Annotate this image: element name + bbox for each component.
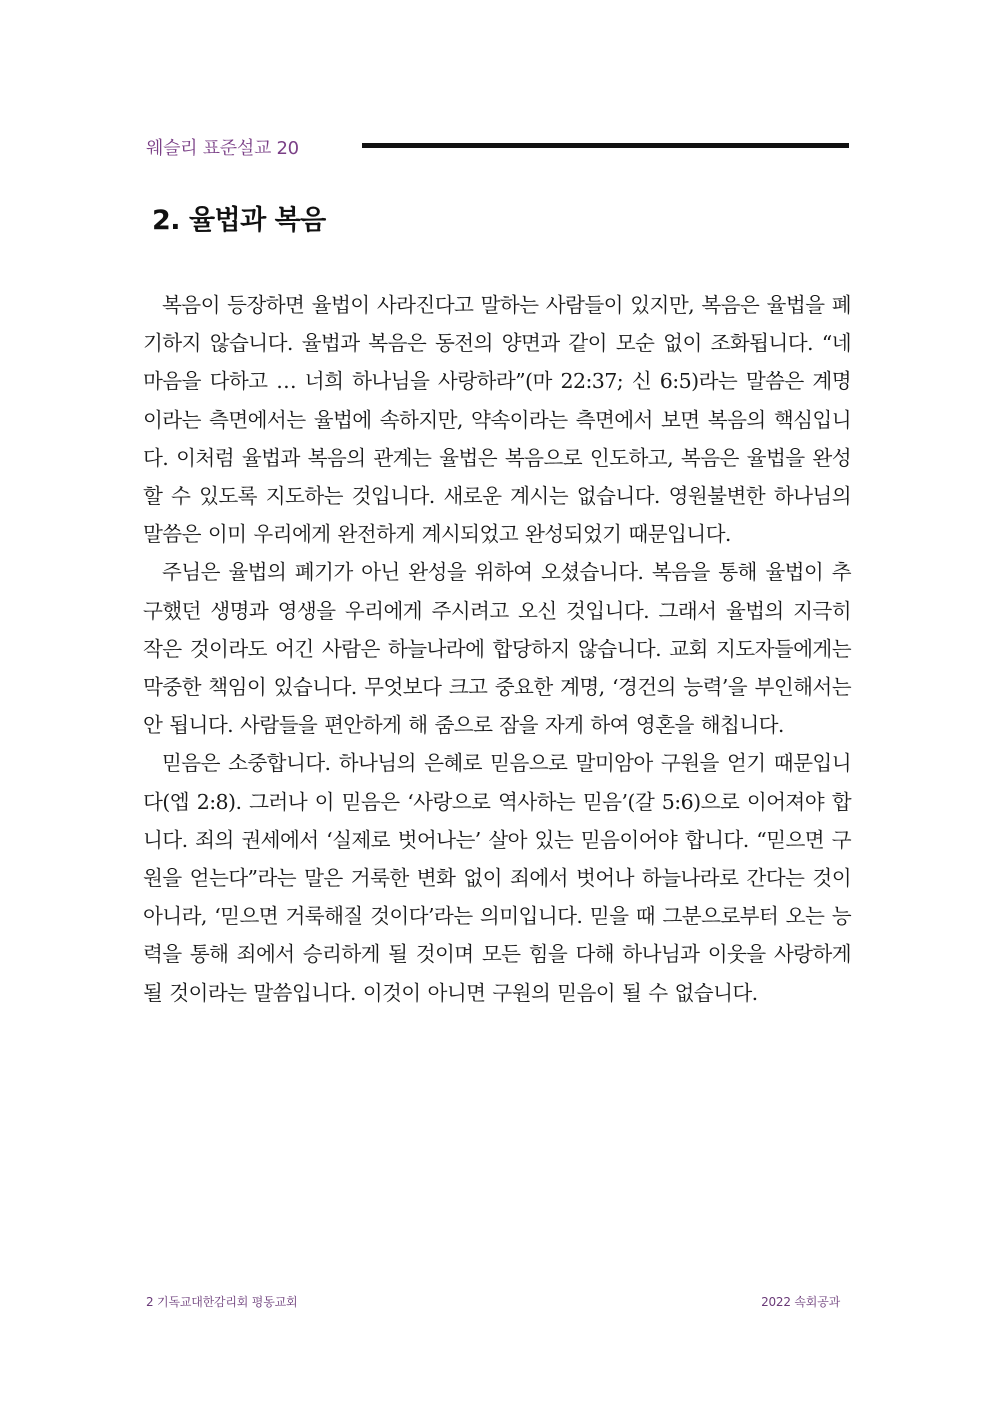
footer-page-church: 2 기독교대한감리회 평동교회 [146, 1295, 298, 1309]
footer-publication: 2022 속회공과 [761, 1295, 840, 1309]
section-heading: 2. 율법과 복음 [152, 205, 326, 236]
paragraph: 주님은 율법의 폐기가 아닌 완성을 위하여 오셨습니다. 복음을 통해 율법이 추구했던 생명과 영생을 우리에게 주시려고 오신 것입니다. 그래서 율법의 지극히 작은 것이라도 어긴 사람은 하늘나라에 합당하지 않습니다. 교회 지도자들에게는 막중한 책임이 있습니다. 무엇보다 크고 중요한 계명, ‘경건의 능력’을 부인해서는 안 됩니다. 사람들을 편안하게 해 줌으로 잠을 자게 하여 영혼을 해칩니다. [143, 560, 851, 738]
body-text [143, 286, 851, 1012]
header-rule [362, 143, 849, 148]
running-header-title: 웨슬리 표준설교 20 [146, 138, 299, 159]
paragraph: 믿음은 소중합니다. 하나님의 은혜로 믿음으로 말미암아 구원을 얻기 때문입니다(엡 2:8). 그러나 이 믿음은 ‘사랑으로 역사하는 믿음’(갈 5:6)으로 이어져야 합니다. 죄의 권세에서 ‘실제로 벗어나는’ 살아 있는 믿음이어야 합니다. “믿으면 구원을 얻는다”라는 말은 거룩한 변화 없이 죄에서 벗어나 하늘나라로 간다는 것이 아니라, ‘믿으면 거룩해질 것이다’라는 의미입니다. 믿을 때 그분으로부터 오는 능력을 통해 죄에서 승리하게 될 것이며 모든 힘을 다해 하나님과 이웃을 사랑하게 될 것이라는 말씀입니다. 이것이 아니면 구원의 믿음이 될 수 없습니다. [143, 751, 851, 1005]
paragraph: 복음이 등장하면 율법이 사라진다고 말하는 사람들이 있지만, 복음은 율법을 폐기하지 않습니다. 율법과 복음은 동전의 양면과 같이 모순 없이 조화됩니다. “네 마음을 다하고 … 너희 하나님을 사랑하라”(마 22:37; 신 6:5)라는 말씀은 계명이라는 측면에서는 율법에 속하지만, 약속이라는 측면에서 보면 복음의 핵심입니다. 이처럼 율법과 복음의 관계는 율법은 복음으로 인도하고, 복음은 율법을 완성할 수 있도록 지도하는 것입니다. 새로운 계시는 없습니다. 영원불변한 하나님의 말씀은 이미 우리에게 완전하게 계시되었고 완성되었기 때문입니다. [143, 293, 851, 547]
